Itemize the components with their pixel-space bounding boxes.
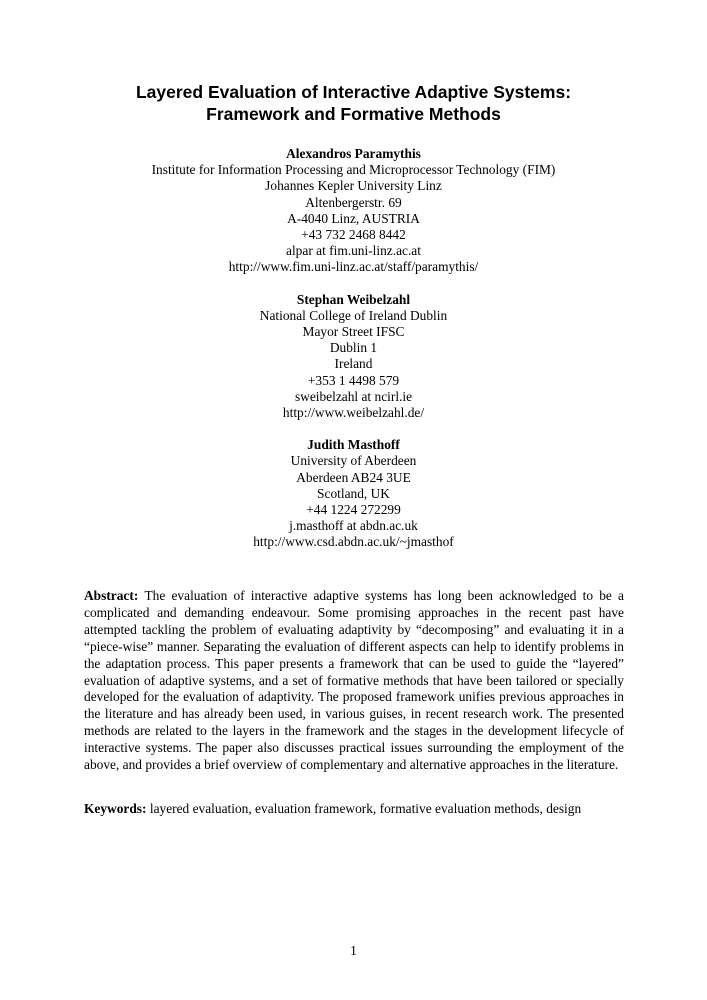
author-email: alpar at fim.uni-linz.ac.at [286,243,421,259]
author-1 [0,146,707,276]
author-affiliation: Institute for Information Processing and Microprocessor Technology (FIM) [151,162,556,178]
paper-title [0,81,707,125]
author-country: Scotland, UK [317,485,390,501]
author-block [0,146,707,567]
author-street: Altenbergerstr. 69 [305,194,402,210]
author-city: Dublin 1 [329,340,378,356]
author-name: Alexandros Paramythis [286,146,421,161]
author-homepage: http://www.csd.abdn.ac.uk/~jmasthof [253,534,454,550]
abstract-paragraph [84,588,624,774]
author-street: Mayor Street IFSC [302,324,405,340]
author-2 [0,292,707,422]
author-email: sweibelzahl at ncirl.ie [294,388,413,404]
title-line-2: Framework and Formative Methods [206,104,501,124]
author-homepage: http://www.weibelzahl.de/ [282,405,425,421]
keywords-text: layered evaluation, evaluation framework, formative evaluation methods, design [149,801,582,816]
page-number: 1 [350,943,357,958]
author-city: Aberdeen AB24 3UE [296,469,411,485]
author-phone: +43 732 2468 8442 [301,227,406,243]
keywords-paragraph [84,801,644,818]
author-homepage: http://www.fim.uni-linz.ac.at/staff/paramythis/ [228,259,479,275]
author-university: Johannes Kepler University Linz [265,178,442,194]
author-country: Ireland [334,356,373,372]
keywords-label: Keywords: [84,801,150,816]
author-3 [0,437,707,550]
abstract-label: Abstract: [84,588,145,603]
author-affiliation: National College of Ireland Dublin [259,307,448,323]
title-line-1: Layered Evaluation of Interactive Adaptive Systems: [135,82,572,102]
author-name: Judith Masthoff [307,437,400,453]
abstract-text: The evaluation of interactive adaptive systems has long been acknowledged to be a complicated and demanding endeavour. Some promising approaches in the recent past have attempted tackling the problem of evaluating adaptivity by “decomposing” and evaluating it in a “piece-wise” manner. Separating the evaluation of different aspects can help to identify problems in the adaptation process. This paper presents a framework that can be used to guide the “layered” evaluation of adaptive systems, and a set of formative methods that have been tailored or specially developed for the evaluation of adaptivity. The proposed framework unifies previous approaches in the literature and has already been used, in various guises, in recent research work. The presented methods are related to the layers in the framework and the stages in the development lifecycle of interactive systems. The paper also discusses practical issues surrounding the employment of the above, and provides a brief overview of complementary and alternative approaches in the literature. [84,588,624,773]
author-city: A-4040 Linz, AUSTRIA [287,210,420,226]
author-name: Stephan Weibelzahl [296,291,411,307]
author-affiliation: University of Aberdeen [290,453,417,469]
author-phone: +44 1224 272299 [306,502,401,518]
author-phone: +353 1 4498 579 [307,372,400,388]
author-email: j.masthoff at abdn.ac.uk [289,518,418,534]
